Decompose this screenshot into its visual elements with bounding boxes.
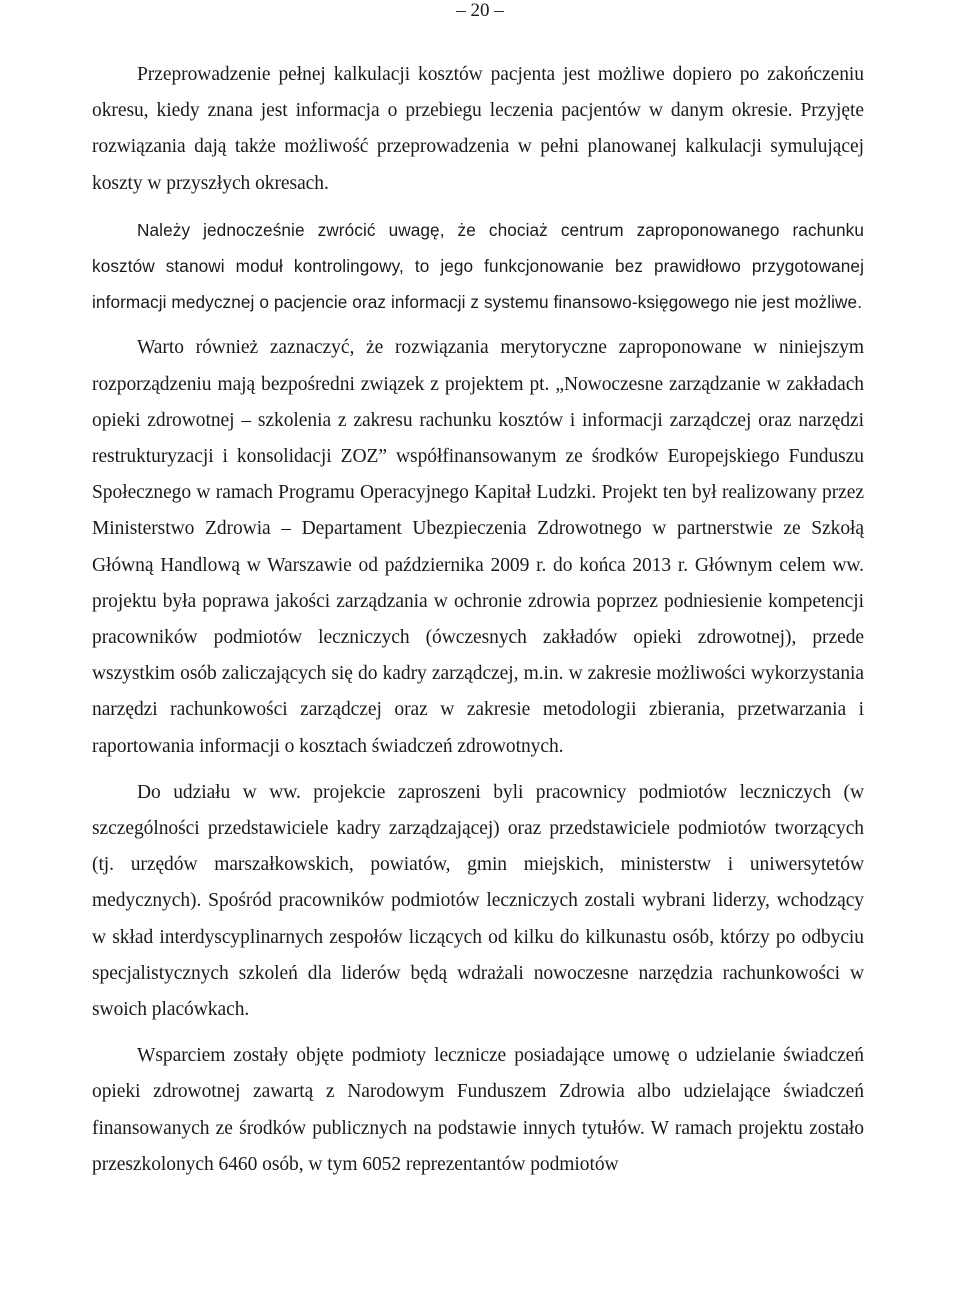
document-body xyxy=(92,57,864,1183)
paragraph-participants: Do udziału w ww. projekcie zaproszeni byli pracownicy podmiotów leczniczych (w szczególności przedstawiciele kadry zarządzającej) oraz przedstawiciele podmiotów tworzących (tj. urzędów marszałkowskich, powiatów, gmin miejskich, ministerstw i uniwersytetów medycznych). Spośród pracowników podmiotów leczniczych zostali wybrani liderzy, wchodzący w skład interdyscyplinarnych zespołów liczących od kilku do kilkunastu osób, którzy po odbyciu specjalistycznych szkoleń dla liderów będą wdrażali nowoczesne narzędzia rachunkowości w swoich placówkach. xyxy=(92,781,864,1021)
paragraph-calculation: Przeprowadzenie pełnej kalkulacji kosztów pacjenta jest możliwe dopiero po zakończeniu okresu, kiedy znana jest informacja o przebiegu leczenia pacjentów w danym okresie. Przyjęte rozwiązania dają także możliwość przeprowadzenia w pełni planowanej kalkulacji symulującej koszty w przyszłych okresach. xyxy=(92,64,864,194)
paragraph-project: Warto również zaznaczyć, że rozwiązania merytoryczne zaproponowane w niniejszym rozporządzeniu mają bezpośredni związek z projektem pt. „Nowoczesne zarządzanie w zakładach opieki zdrowotnej – szkolenia z zakresu rachunku kosztów i informacji zarządczej oraz narzędzi restrukturyzacji i konsolidacji ZOZ” współfinansowanym ze środków Europejskiego Funduszu Społecznego w ramach Programu Operacyjnego Kapitał Ludzki. Projekt ten był realizowany przez Ministerstwo Zdrowia – Departament Ubezpieczenia Zdrowotnego w partnerstwie ze Szkołą Główną Handlową w Warszawie od października 2009 r. do końca 2013 r. Głównym celem ww. projektu była poprawa jakości zarządzania w ochronie zdrowia poprzez podniesienie kompetencji pracowników podmiotów leczniczych (ówczesnych zakładów opieki zdrowotnej), przede wszystkim osób zaliczających się do kadry zarządczej, m.in. w zakresie możliwości wykorzystania narzędzi rachunkowości zarządczej oraz w zakresie metodologii zbierania, przetwarzania i raportowania informacji o kosztach świadczeń zdrowotnych. xyxy=(92,337,864,757)
paragraph-support: Wsparciem zostały objęte podmioty lecznicze posiadające umowę o udzielanie świadczeń opieki zdrowotnej zawartą z Narodowym Funduszem Zdrowia albo udzielające świadczeń finansowanych ze środków publicznych na podstawie innych tytułów. W ramach projektu zostało przeszkolonych 6460 osób, w tym 6052 reprezentantów podmiotów xyxy=(92,1045,864,1175)
page-number: – 20 – xyxy=(456,0,504,21)
paragraph-controlling-module: Należy jednocześnie zwrócić uwagę, że chociaż centrum zaproponowanego rachunku kosztów stanowi moduł kontrolingowy, to jego funkcjonowanie bez prawidłowo przygotowanej informacji medycznej o pacjencie oraz informacji z systemu finansowo-księgowego nie jest możliwe. xyxy=(92,219,864,313)
